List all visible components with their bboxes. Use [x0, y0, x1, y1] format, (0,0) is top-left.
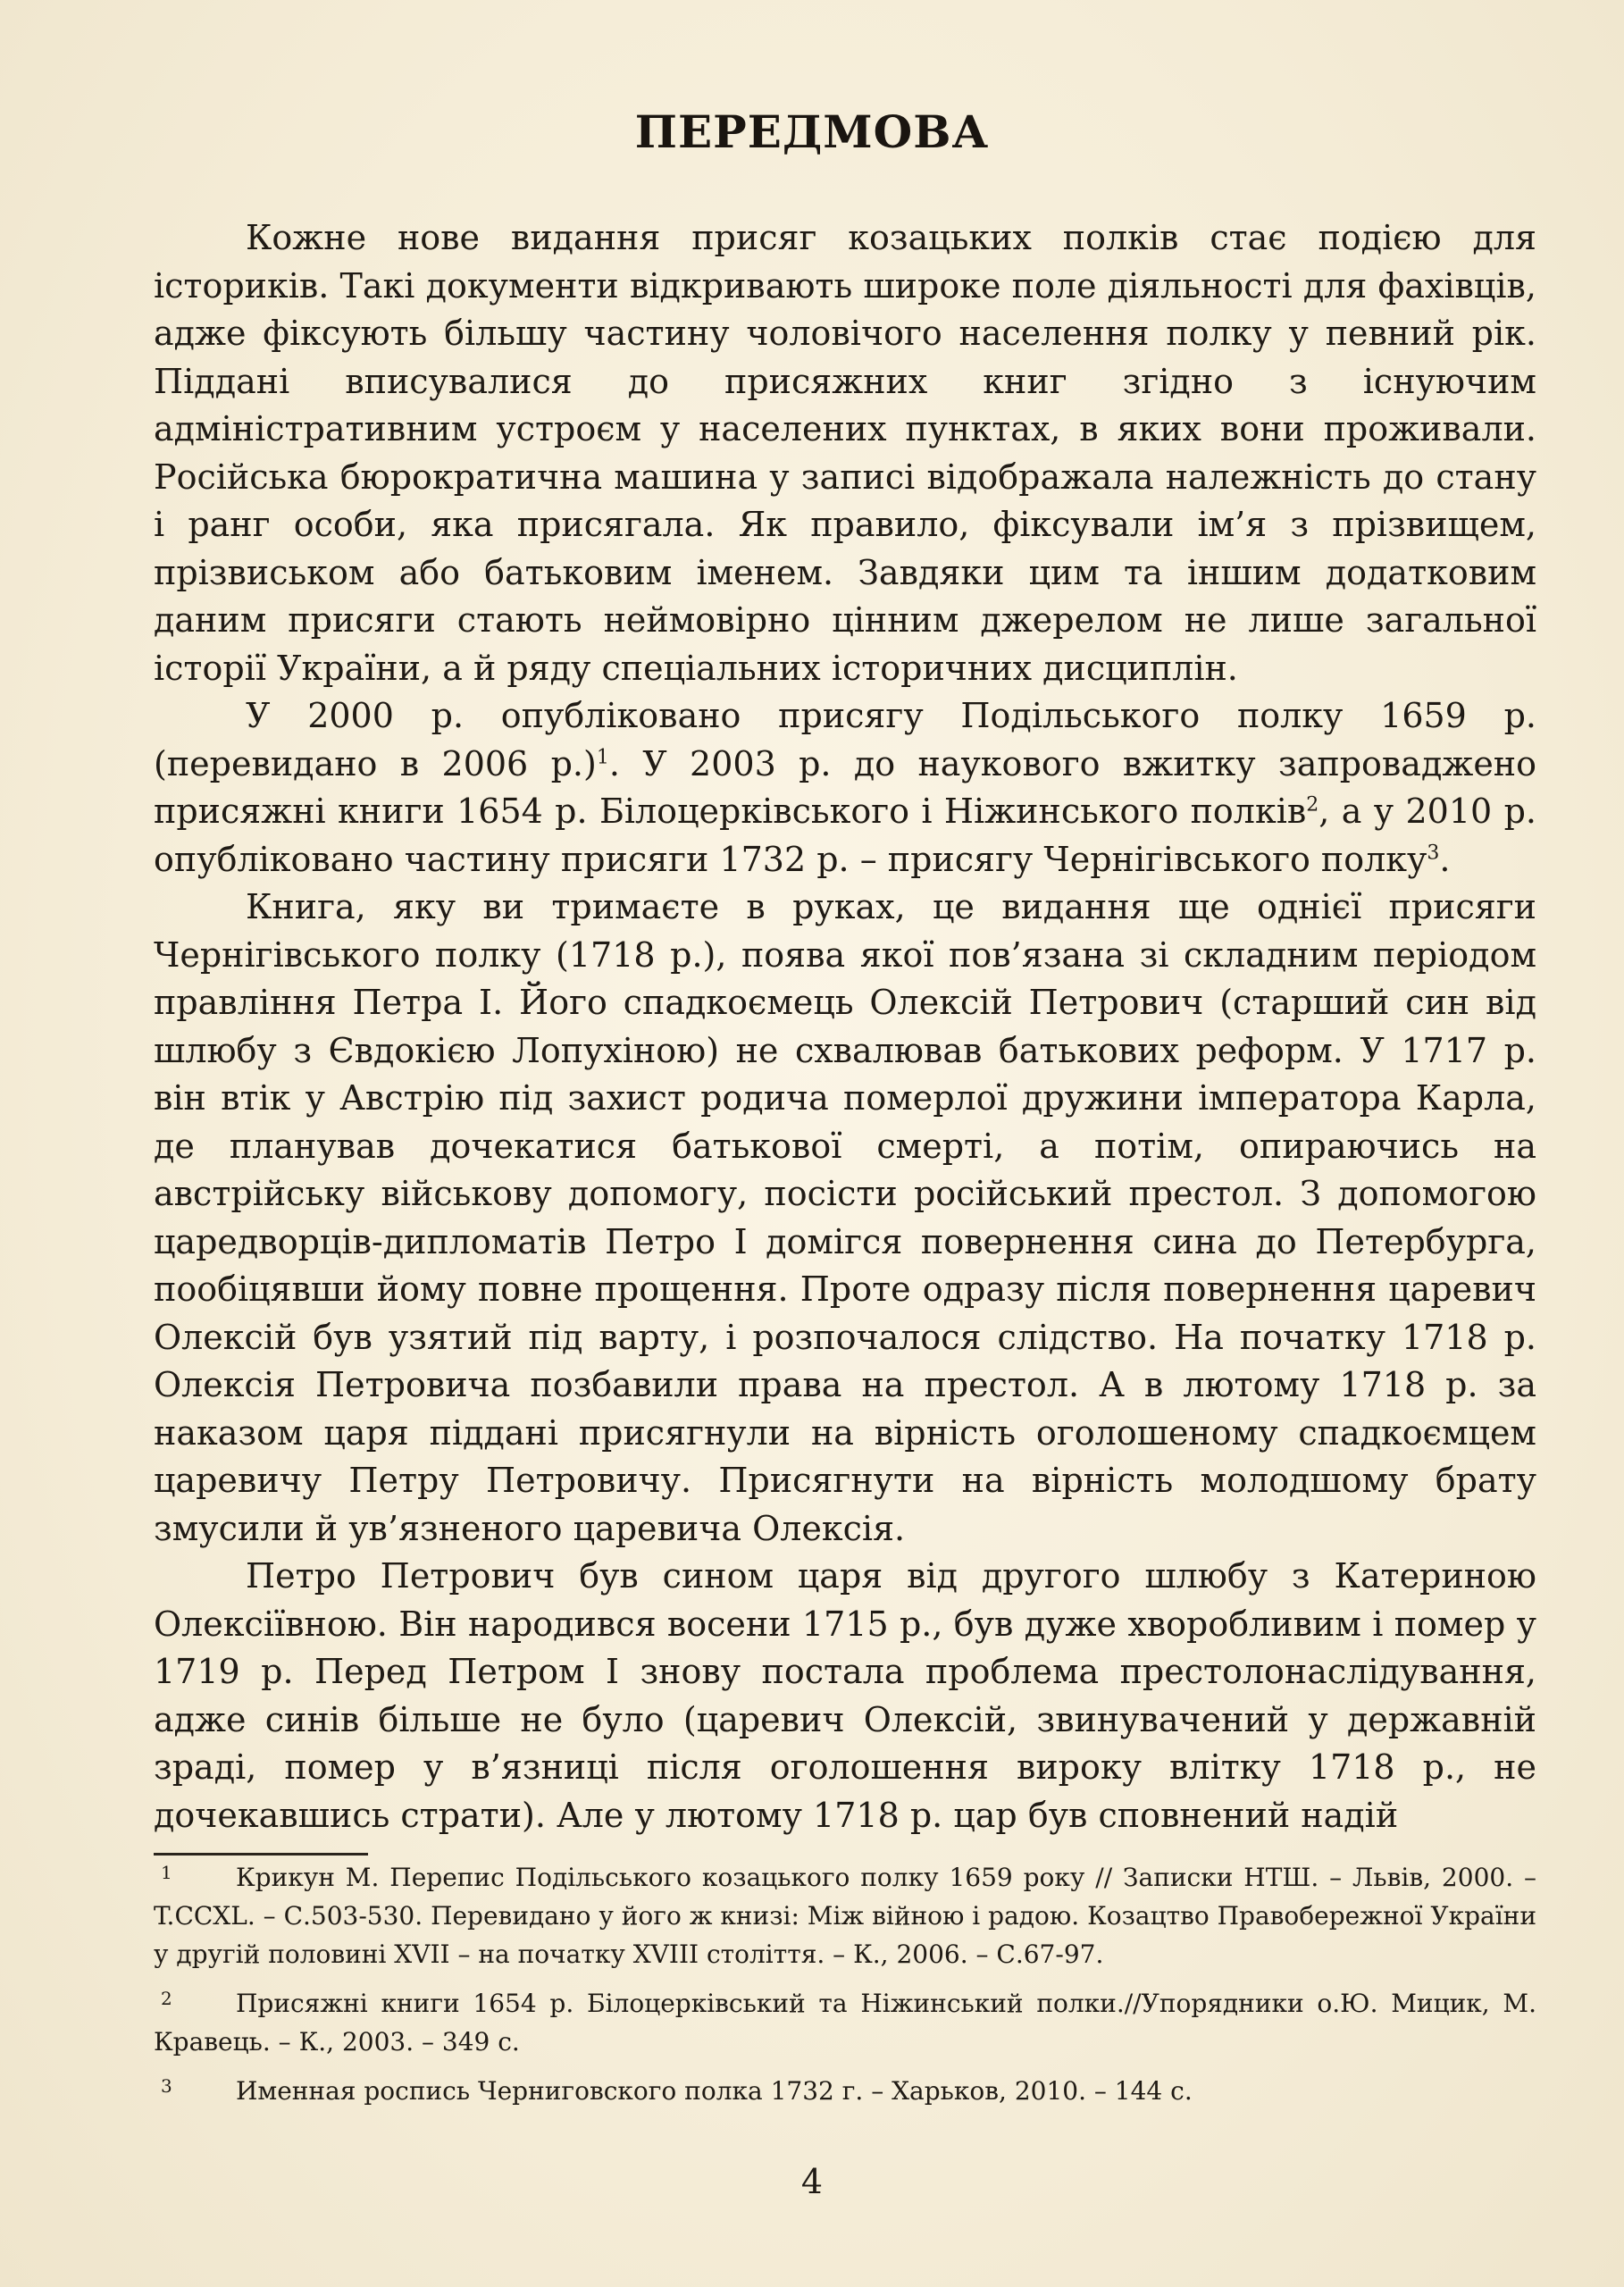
page-number: 4 [800, 2162, 824, 2201]
paragraph-2-part-c: , а у 2010 р. опубліковано частину присяги 1732 р. – присягу Чернігівського полку [154, 792, 1536, 879]
footnote-ref-3[interactable]: 3 [1427, 841, 1440, 864]
footnote-number: 1 [161, 1862, 172, 1883]
footnote-separator [154, 1853, 368, 1856]
footnote-text: Крикун М. Перепис Подільського козацького полку 1659 року // Записки НТШ. – Львів, 2000. – T.CCXL. – С.503-530. Перевидано у його ж книзі: Між війною і радою. Козацтво Правобережної України у другій половині XVII – на початку XVIII століття. – К., 2006. – С.67-97. [154, 1863, 1536, 1969]
paragraph-2-part-d: . [1439, 839, 1451, 879]
footnote-1 [154, 1858, 1536, 1973]
footnote-3 [154, 2072, 1536, 2110]
paragraph-2-part-b: . У 2003 р. до наукового вжитку запроваджено присяжні книги 1654 р. Білоцерківського і Ніжинського полків [154, 743, 1537, 831]
footnote-number: 3 [161, 2075, 172, 2097]
paragraph-2-part-a: У 2000 р. опубліковано присягу Подільського полку 1659 р. (перевидано в 2006 р.) [154, 696, 1536, 783]
footnote-ref-2[interactable]: 2 [1306, 793, 1319, 817]
footnotes [154, 1858, 1536, 2121]
footnote-number: 2 [161, 1988, 172, 2009]
footnote-ref-1[interactable]: 1 [596, 745, 609, 768]
footnote-2 [154, 1984, 1536, 2061]
paragraph-1: Кожне нове видання присяг козацьких полків стає подією для істориків. Такі документи відкривають широке поле діяльності для фахівців, адже фіксують більшу частину чоловічого населення полку у певний рік. Піддані вписувалися до присяжних книг згідно з існуючим адміністративним устроєм у населених пунктах, в яких вони проживали. Російська бюрократична машина у записі відображала належність до стану і ранг особи, яка присягала. Як правило, фіксували ім’я з прізвищем, прізвиськом або батьковим іменем. Завдяки цим та іншим додатковим даним присяги стають неймовірно цінним джерелом не лише загальної історії України, а й ряду спеціальних історичних дисциплін. [154, 218, 1536, 688]
footnote-text: Именная роспись Черниговского полка 1732 г. – Харьков, 2010. – 144 с. [236, 2076, 1193, 2106]
paragraph-3: Книга, яку ви тримаєте в руках, це видання ще однієї присяги Чернігівського полку (1718 р.), поява якої пов’язана зі складним періодом правління Петра І. Його спадкоємець Олексій Петрович (старший син від шлюбу з Євдокією Лопухіною) не схвалював батькових реформ. У 1717 р. він втік у Австрію під захист родича померлої дружини імператора Карла, де планував дочекатися батькової смерті, а потім, опираючись на австрійську військову допомогу, посісти російський престол. З допомогою царедворців-дипломатів Петро І домігся повернення сина до Петербурга, пообіцявши йому повне прощення. Проте одразу після повернення царевич Олексій був узятий під варту, і розпочалося слідство. На початку 1718 р. Олексія Петровича позбавили права на престол. А в лютому 1718 р. за наказом царя піддані присягнули на вірність оголошеному спадкоємцем царевичу Петру Петровичу. Присягнути на вірність молодшому брату змусили й ув’язненого царевича Олексія. [154, 887, 1536, 1548]
paragraph-2 [154, 692, 1536, 884]
footnote-text: Присяжні книги 1654 р. Білоцерківський та Ніжинський полки.//Упорядники о.Ю. Мицик, М. Кравець. – К., 2003. – 349 с. [154, 1989, 1536, 2057]
page-title: ПЕРЕДМОВА [634, 105, 990, 158]
main-text [154, 214, 1536, 1839]
paragraph-4: Петро Петрович був сином царя від другого шлюбу з Катериною Олексіївною. Він народився восени 1715 р., був дуже хворобливим і помер у 1719 р. Перед Петром І знову постала проблема престолонаслідування, адже синів більше не було (царевич Олексій, звинувачений у державній зраді, помер у в’язниці після оголошення вироку влітку 1718 р., не дочекавшись страти). Але у лютому 1718 р. цар був сповнений надій [154, 1556, 1536, 1835]
